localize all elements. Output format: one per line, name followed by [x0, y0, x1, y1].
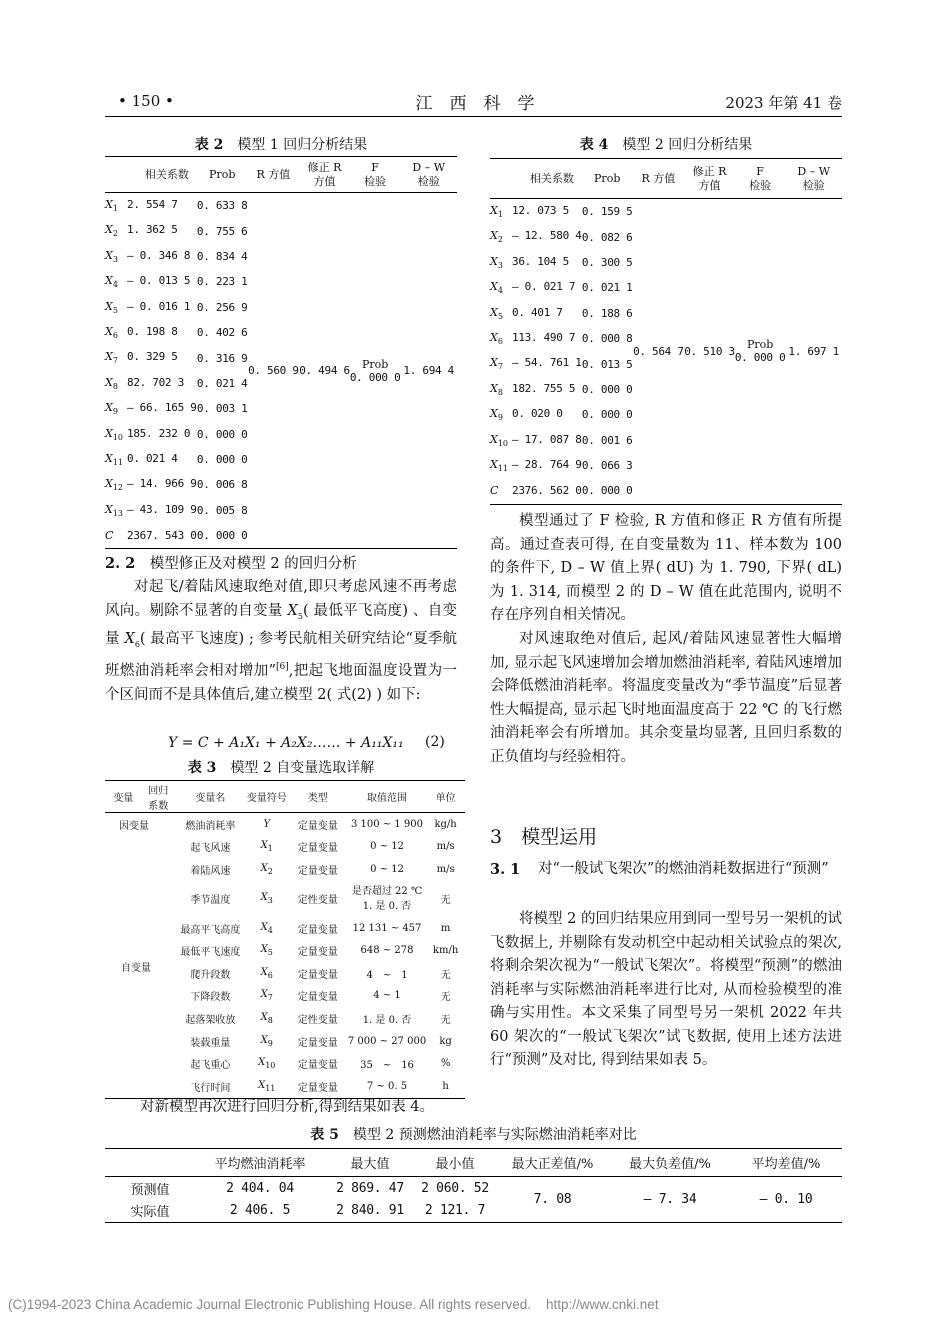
- dw-test-value: 1. 694 4: [403, 364, 454, 378]
- paragraph-model-test: 模型通过了 F 检验, R 方值和修正 R 方值有所提高。通过查表可得, 在自变量数为 11、样本数为 100 的条件下, D – W 值上界( dU) 为 1. 790, 下界( dL) 为 1. 314, 而模型 2 的 D – W 值在此范围内, 说明不存在序列自相关情况。: [490, 513, 842, 623]
- t5-col-2: 最大值: [350, 1157, 390, 1172]
- equation-number: (2): [425, 734, 445, 750]
- t3-col-0: 变量: [113, 793, 134, 804]
- col-coef: 相关系数: [144, 167, 189, 181]
- col-coef: 相关系数: [529, 171, 574, 185]
- table-row: $X_5$ 0. 401 7 0. 188 6: [490, 305, 633, 321]
- r2-value: 0. 564 7: [633, 344, 684, 358]
- t5-col-1: 平均燃油消耗率: [214, 1157, 306, 1172]
- table3-caption: 表 3 模型 2 自变量选取详解: [187, 760, 375, 776]
- table-row: $X_8$ 182. 755 5 0. 000 0: [490, 381, 633, 398]
- table-row: 起落架收放 $X_8$ 定性变量 1. 是 0. 否 无: [185, 1011, 451, 1026]
- table-row: $X_9 - 66$. 165 9 0. 003 1: [105, 401, 248, 417]
- t3-col-6: 单位: [435, 793, 456, 804]
- table3: [105, 780, 465, 1099]
- table-row: $X_9$ 0. 020 0 0. 000 0: [490, 407, 633, 423]
- table5-caption: 表 5 模型 2 预测燃油消耗率与实际燃油消耗率对比: [310, 1127, 637, 1143]
- table-row: $X_6$ 113. 490 7 0. 000 8: [490, 331, 633, 347]
- table-row: $X_{10} - 17$. 087 8 0. 001 6: [490, 432, 633, 448]
- table4-caption: 表 4 模型 2 回归分析结果: [579, 137, 753, 153]
- table-row: $X_3$ 36. 104 5 0. 300 5: [490, 254, 633, 271]
- dw-test-value: 1. 697 1: [788, 344, 839, 358]
- table-row: $X_2$ 1. 362 5 0. 755 6: [105, 223, 248, 239]
- table-row: $X_6$ 0. 198 8 0. 402 6: [105, 325, 248, 341]
- table-row: $X_1$ 2. 554 7 0. 633 8 0. 560 9 0. 494 6 Prob 0. 000 0 1. 694 4: [105, 193, 457, 219]
- table-row: $X_2 - 12$. 580 4 0. 082 6: [490, 229, 633, 245]
- col-dw: D – W 检验: [412, 160, 446, 188]
- paragraph-prediction: 将模型 2 的回归结果应用到同一型号另一架机的试飞数据上, 并剔除有发动机空中起动相关试验点的架次, 将剩余架次视为“一般试飞架次”。将模型“预测”的燃油消耗率与实际燃油消耗率进行比对, 从而检验模型的准确与实用性。本文采集了同型号另一架机 2022 年共 60 架次的“一般试飞架次”试飞数据, 使用上述方法进行“预测”及对比, 得到结果如表 5。: [490, 911, 842, 1068]
- table-row: C 2376. 562 0 0. 000 0: [490, 484, 633, 498]
- table-row: C 2367. 543 0 0. 000 0: [105, 529, 248, 543]
- table-row: 最低平飞速度 $X_5$ 定量变量 648 ~ 278 km/h: [180, 944, 459, 959]
- table-row: 飞行时间 $X_{11}$ 定量变量 7 ~ 0. 5 h: [190, 1079, 449, 1094]
- table5: [105, 1148, 842, 1223]
- table4: [490, 158, 842, 505]
- table-row: $X_{13} - 43$. 109 9 0. 005 8: [105, 502, 248, 518]
- table5-row-actual: 实际值 2 406. 5 2 840. 91 2 121. 7: [130, 1203, 486, 1221]
- f-test-value: Prob 0. 000 0: [349, 357, 401, 384]
- t5-col-0: [105, 1149, 195, 1177]
- t5-col-4: 最大正差值/%: [511, 1157, 594, 1172]
- table-row: 爬升段数 $X_6$ 定量变量 4 ~ 1 无: [190, 966, 451, 981]
- equation-2: Y = C + A₁X₁ + A₂X₂…… + A₁₁X₁₁: [168, 735, 404, 751]
- table-row: $X_7 - 54$. 761 1 0. 013 5: [490, 356, 633, 372]
- table-row: $X_7$ 0. 329 5 0. 316 9: [105, 350, 248, 366]
- table-row: $X_{11}$ 0. 021 4 0. 000 0: [105, 452, 248, 468]
- table-row: 季节温度 $X_3$ 定性变量 是否超过 22 ℃ 1. 是 0. 否 无: [190, 885, 451, 912]
- copyright-footer: (C)1994-2023 China Academic Journal Electronic Publishing House. All rights reserved. http://www.cnki.net: [8, 1297, 659, 1312]
- table-row: 着陆风速 $X_2$ 定量变量 0 ~ 12 m/s: [190, 862, 455, 877]
- col-adj-r2: 修正 R 方值: [307, 160, 342, 188]
- section-2-2-heading: 2. 2 模型修正及对模型 2 的回归分析: [105, 555, 357, 572]
- t3-col-3: 变量符号: [246, 793, 287, 804]
- average-diff: – 0. 10: [759, 1192, 813, 1207]
- journal-issue: 2023 年第 41 卷: [725, 94, 842, 112]
- table2: [105, 156, 457, 549]
- table-row: 下降段数 $X_7$ 定量变量 4 ~ 1 无: [190, 989, 451, 1004]
- t5-col-6: 平均差值/%: [751, 1157, 821, 1172]
- table-row: 自变量 起飞风速 $X_1$ 定量变量 0 ~ 12 m/s: [121, 840, 455, 975]
- table-row: 因变量 燃油消耗率 Y 定量变量 3 100 ~ 1 900 kg/h: [119, 818, 457, 832]
- table5-row-predicted: 预测值 2 404. 04 2 869. 47 2 060. 52 7. 08 – 7. 34 – 0. 10: [105, 1177, 842, 1200]
- table-row: $X_{12} - 14$. 966 9 0. 006 8: [105, 477, 248, 493]
- t5-col-3: 最小值: [435, 1157, 475, 1172]
- table-row: $X_4 - 0$. 021 7 0. 021 1: [490, 280, 633, 296]
- t3-col-1: 回归 系数: [148, 785, 169, 812]
- table-row: $X_{10}$ 185. 232 0 0. 000 0: [105, 426, 248, 442]
- col-f: F 检验: [364, 160, 387, 188]
- section-2-2-paragraph: 对起飞/着陆风速取绝对值,即只考虑风速不再考虑风向。剔除不显著的自变量 $X_5$( 最低平飞高度) 、自变量 $X_6$( 最高平飞速度) ; 参考民航相关研究结论“夏季航班燃油消耗率会相对增加”[6],把起飞地面温度设置为一个区间而不是具体值后,建立模型 2( 式(2) ) 如下:: [105, 579, 457, 703]
- table-row: $X_1$ 12. 073 5 0. 159 5 0. 564 7 0. 510 3 Prob 0. 000 0 1. 697 1: [490, 199, 842, 225]
- adj-r2-value: 0. 494 6: [299, 364, 350, 378]
- col-prob: Prob: [209, 167, 236, 181]
- f-test-value: Prob 0. 000 0: [734, 338, 786, 365]
- paragraph-wind-analysis: 对风速取绝对值后, 起风/着陆风速显著性大幅增加, 显示起飞风速增加会增加燃油消耗率, 着陆风速增加会降低燃油消耗率。将温度变量改为“季节温度”后显著性大幅提高, 显示起飞时地面温度高于 22 ℃ 的飞行燃油消耗率会有所增加。其余变量均显著, 且回归系数的正负值均与经验相符。: [490, 631, 842, 765]
- t3-col-5: 取值范围: [367, 793, 407, 804]
- section-3-1-heading: 3. 1 对“一般试飞架次”的燃油消耗数据进行“预测”: [490, 861, 829, 878]
- table4-reference: 对新模型再次进行回归分析,得到结果如表 4。: [140, 1099, 434, 1115]
- header-rule: [105, 116, 842, 117]
- table-row: $X_8$ 82. 702 3 0. 021 4: [105, 375, 248, 392]
- t5-col-5: 最大负差值/%: [629, 1157, 711, 1172]
- table2-caption: 表 2 模型 1 回归分析结果: [194, 137, 368, 153]
- table-row: $X_5 - 0$. 016 1 0. 256 9: [105, 299, 248, 315]
- r2-value: 0. 560 9: [248, 364, 299, 378]
- col-dw: D – W 检验: [797, 164, 831, 192]
- col-prob: Prob: [594, 171, 621, 185]
- col-r2: R 方值: [256, 167, 291, 181]
- col-adj-r2: 修正 R 方值: [692, 164, 727, 192]
- max-negative-diff: – 7. 34: [643, 1192, 697, 1207]
- adj-r2-value: 0. 510 3: [684, 344, 735, 358]
- col-f: F 检验: [749, 164, 772, 192]
- table-row: 最高平飞高度 $X_4$ 定量变量 12 131 ~ 457 m: [180, 921, 451, 936]
- journal-name: 江 西 科 学: [415, 94, 535, 114]
- section-3-heading: 3 模型运用: [490, 826, 598, 848]
- t3-col-4: 类型: [307, 793, 328, 804]
- table-row: 装载重量 $X_9$ 定量变量 7 000 ~ 27 000 kg: [190, 1034, 452, 1049]
- max-positive-diff: 7. 08: [533, 1192, 572, 1207]
- table-row: $X_4 - 0$. 013 5 0. 223 1: [105, 274, 248, 290]
- table-row: 起飞重心 $X_{10}$ 定量变量 35 ~ 16 %: [190, 1057, 451, 1072]
- table-row: $X_{11} - 28$. 764 9 0. 066 3: [490, 458, 633, 474]
- t3-col-2: 变量名: [195, 793, 226, 804]
- page-number: • 150 •: [118, 92, 174, 110]
- table-row: $X_3 - 0$. 346 8 0. 834 4: [105, 248, 248, 265]
- col-r2: R 方值: [641, 171, 676, 185]
